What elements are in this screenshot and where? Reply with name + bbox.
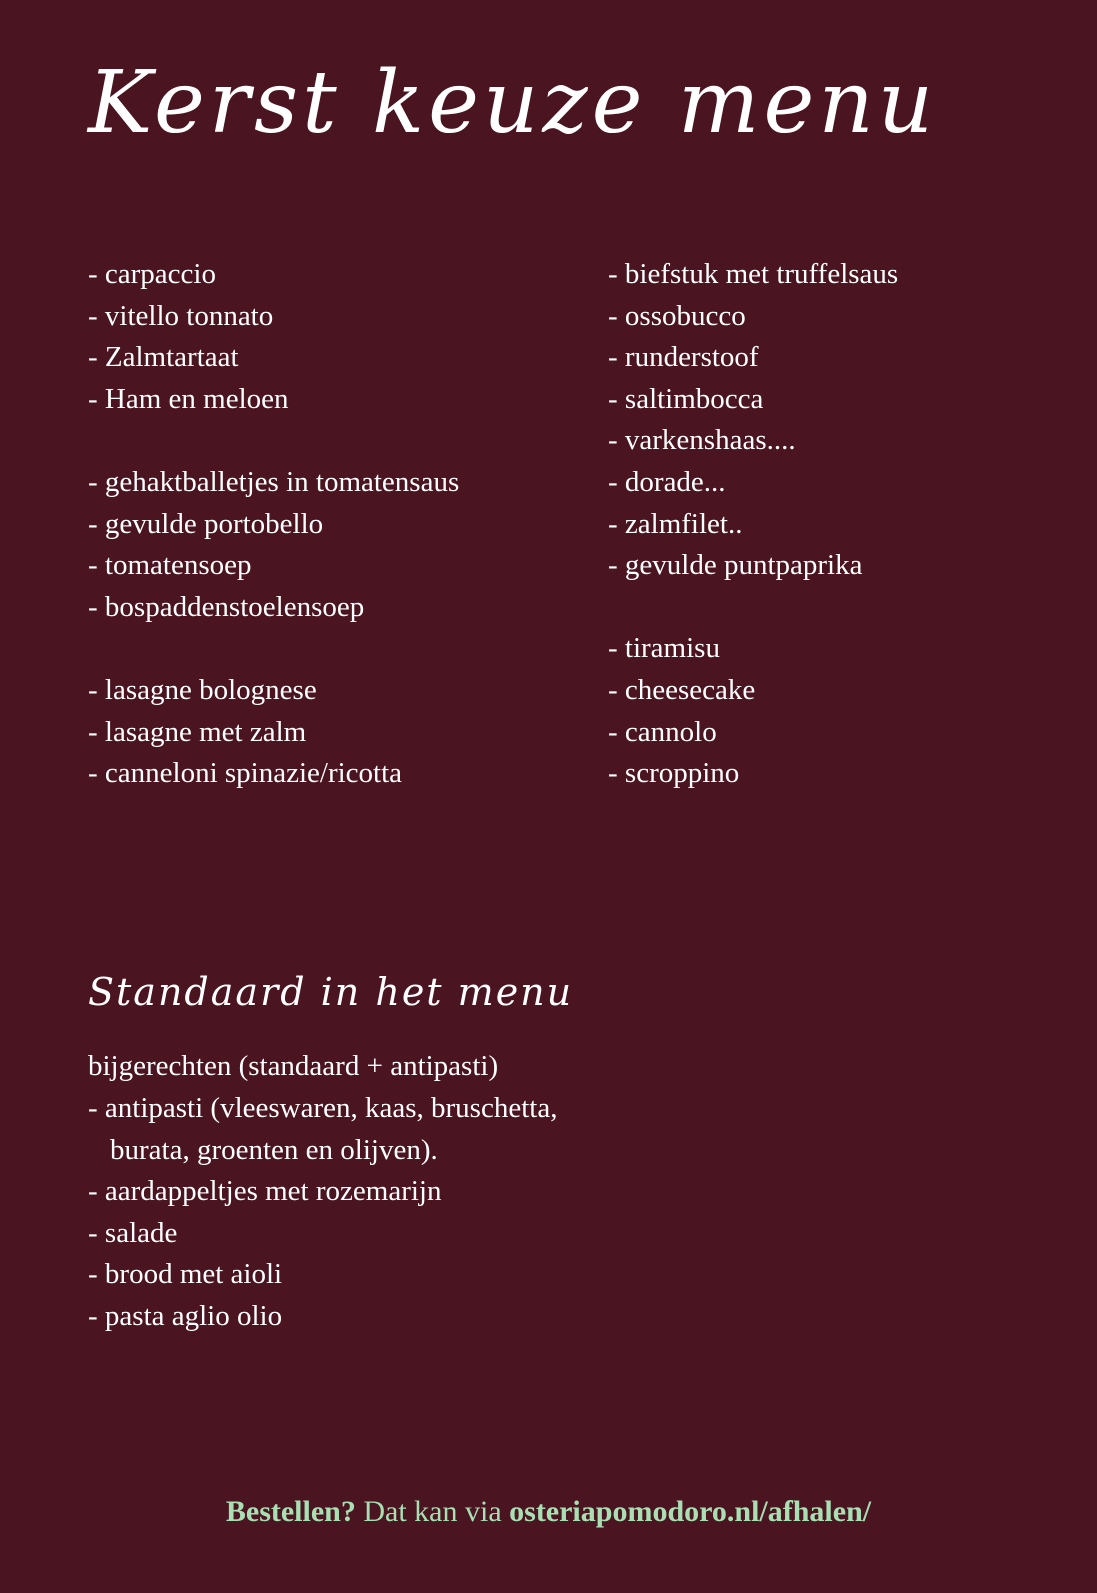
order-footer — [0, 1492, 1097, 1532]
menu-item: - tomatensoep — [88, 549, 252, 582]
menu-item: - cannolo — [608, 715, 717, 748]
menu-title: Kerst keuze menu — [88, 53, 938, 153]
menu-item: - tiramisu — [608, 632, 720, 665]
menu-item: - scroppino — [608, 757, 740, 790]
menu-item: - Ham en meloen — [88, 382, 289, 415]
order-link[interactable]: osteriapomodoro.nl/afhalen/ — [509, 1495, 872, 1528]
menu-item: - cheesecake — [608, 673, 756, 706]
menu-item: - lasagne met zalm — [88, 715, 307, 748]
order-text: Dat kan via — [355, 1495, 510, 1528]
standard-item: - pasta aglio olio — [88, 1299, 283, 1332]
menu-item: - carpaccio — [88, 258, 216, 290]
group-spacer — [608, 587, 1078, 629]
standard-item: - brood met aioli — [88, 1258, 283, 1291]
menu-item: - ossobucco — [608, 299, 746, 332]
menu-item: - varkenshaas.... — [608, 424, 796, 457]
standard-item: - aardappeltjes met rozemarijn — [88, 1175, 442, 1208]
menu-item: - zalmfilet.. — [608, 507, 743, 540]
menu-column-left — [88, 254, 588, 795]
menu-item: - biefstuk met truffelsaus — [608, 258, 899, 290]
order-question: Bestellen? — [225, 1495, 356, 1528]
standard-item-continuation: burata, groenten en olijven). — [110, 1133, 438, 1166]
standard-subtitle: Standaard in het menu — [88, 970, 574, 1014]
standard-item: - antipasti (vleeswaren, kaas, bruschetta, — [88, 1092, 558, 1124]
menu-item: - gevulde puntpaprika — [608, 549, 863, 582]
group-spacer — [88, 628, 588, 670]
menu-item: - dorade... — [608, 465, 726, 498]
menu-column-right — [608, 254, 1078, 795]
menu-item: - lasagne bolognese — [88, 673, 317, 706]
menu-item: - gehaktballetjes in tomatensaus — [88, 465, 460, 498]
menu-item: - vitello tonnato — [88, 299, 274, 332]
menu-item: - saltimbocca — [608, 382, 764, 415]
menu-item: - Zalmtartaat — [88, 341, 239, 374]
side-dishes-intro: bijgerechten (standaard + antipasti) — [88, 1050, 499, 1082]
group-spacer — [88, 420, 588, 462]
standard-items-list — [88, 1088, 557, 1338]
menu-item: - runderstoof — [608, 341, 759, 374]
standard-item: - salade — [88, 1216, 178, 1249]
menu-item: - bospaddenstoelensoep — [88, 590, 365, 623]
menu-item: - gevulde portobello — [88, 507, 324, 540]
menu-item: - canneloni spinazie/ricotta — [88, 757, 403, 790]
